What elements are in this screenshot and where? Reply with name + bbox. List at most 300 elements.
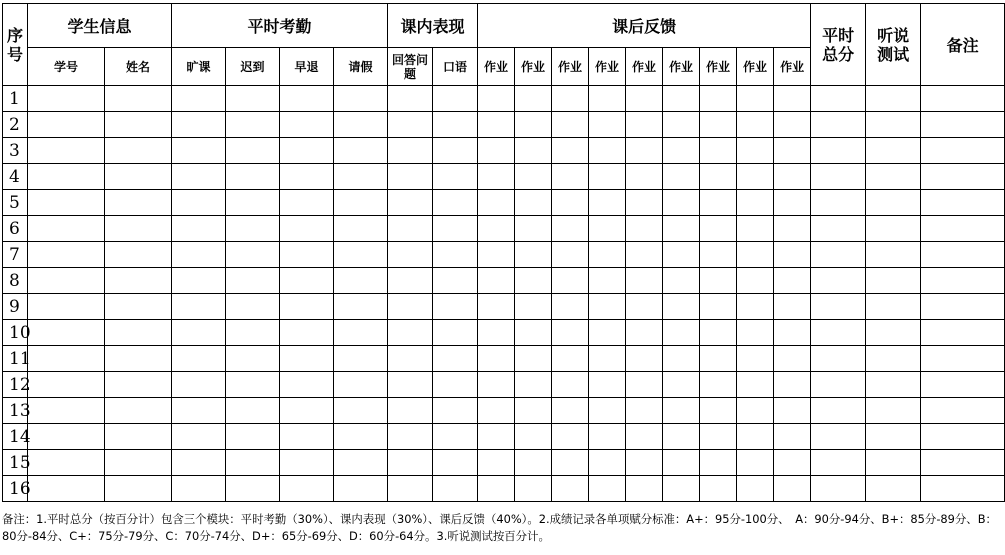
table-cell[interactable]	[552, 190, 589, 216]
table-cell[interactable]	[226, 320, 280, 346]
table-cell[interactable]	[172, 320, 226, 346]
table-cell[interactable]	[226, 476, 280, 502]
table-cell[interactable]	[388, 398, 433, 424]
table-cell[interactable]	[737, 398, 774, 424]
table-cell[interactable]	[700, 294, 737, 320]
table-cell[interactable]	[921, 86, 1005, 112]
table-cell[interactable]	[811, 86, 866, 112]
table-cell[interactable]	[280, 294, 334, 320]
table-cell[interactable]	[626, 112, 663, 138]
table-cell[interactable]	[700, 242, 737, 268]
table-cell[interactable]	[28, 268, 105, 294]
table-cell[interactable]	[866, 86, 921, 112]
table-cell[interactable]	[334, 86, 388, 112]
table-cell[interactable]	[774, 424, 811, 450]
table-cell[interactable]	[552, 268, 589, 294]
table-cell[interactable]	[589, 346, 626, 372]
table-cell[interactable]	[478, 398, 515, 424]
table-cell[interactable]	[226, 424, 280, 450]
table-cell[interactable]	[774, 216, 811, 242]
table-cell[interactable]	[737, 476, 774, 502]
table-cell[interactable]	[811, 216, 866, 242]
table-cell[interactable]	[515, 112, 552, 138]
table-cell[interactable]	[433, 190, 478, 216]
table-cell[interactable]	[280, 424, 334, 450]
table-cell[interactable]	[433, 294, 478, 320]
table-cell[interactable]	[866, 398, 921, 424]
table-cell[interactable]	[774, 450, 811, 476]
table-cell[interactable]	[774, 294, 811, 320]
table-cell[interactable]	[552, 424, 589, 450]
table-cell[interactable]	[589, 476, 626, 502]
table-cell[interactable]	[589, 268, 626, 294]
table-cell[interactable]	[388, 346, 433, 372]
table-cell[interactable]	[28, 476, 105, 502]
table-cell[interactable]	[478, 372, 515, 398]
table-cell[interactable]	[866, 112, 921, 138]
table-cell[interactable]	[433, 424, 478, 450]
table-cell[interactable]	[552, 112, 589, 138]
table-cell[interactable]	[433, 138, 478, 164]
table-cell[interactable]	[105, 242, 172, 268]
table-cell[interactable]	[515, 190, 552, 216]
table-cell[interactable]	[515, 372, 552, 398]
table-cell[interactable]	[700, 424, 737, 450]
table-cell[interactable]	[774, 242, 811, 268]
table-cell[interactable]	[388, 320, 433, 346]
table-cell[interactable]	[811, 476, 866, 502]
table-cell[interactable]	[172, 346, 226, 372]
table-cell[interactable]	[866, 216, 921, 242]
table-cell[interactable]	[515, 294, 552, 320]
table-cell[interactable]	[811, 268, 866, 294]
table-cell[interactable]	[478, 450, 515, 476]
table-cell[interactable]	[172, 268, 226, 294]
table-cell[interactable]	[172, 398, 226, 424]
table-cell[interactable]	[280, 320, 334, 346]
table-cell[interactable]	[515, 320, 552, 346]
table-cell[interactable]	[737, 242, 774, 268]
table-cell[interactable]	[172, 164, 226, 190]
table-cell[interactable]	[737, 268, 774, 294]
table-cell[interactable]	[334, 190, 388, 216]
table-cell[interactable]	[774, 346, 811, 372]
table-cell[interactable]	[105, 424, 172, 450]
table-cell[interactable]	[28, 424, 105, 450]
table-cell[interactable]	[589, 424, 626, 450]
table-cell[interactable]	[388, 138, 433, 164]
table-cell[interactable]	[737, 190, 774, 216]
table-cell[interactable]	[589, 190, 626, 216]
table-cell[interactable]	[28, 320, 105, 346]
table-cell[interactable]	[28, 216, 105, 242]
table-cell[interactable]	[226, 372, 280, 398]
table-cell[interactable]	[433, 86, 478, 112]
table-cell[interactable]	[921, 294, 1005, 320]
table-cell[interactable]	[388, 112, 433, 138]
table-cell[interactable]	[552, 320, 589, 346]
table-cell[interactable]	[433, 164, 478, 190]
table-cell[interactable]	[478, 164, 515, 190]
table-cell[interactable]	[334, 372, 388, 398]
table-cell[interactable]	[921, 164, 1005, 190]
table-cell[interactable]	[663, 476, 700, 502]
table-cell[interactable]	[515, 216, 552, 242]
table-cell[interactable]	[388, 450, 433, 476]
table-cell[interactable]	[433, 320, 478, 346]
table-cell[interactable]	[811, 164, 866, 190]
table-cell[interactable]	[280, 242, 334, 268]
table-cell[interactable]	[226, 138, 280, 164]
table-cell[interactable]	[226, 112, 280, 138]
table-cell[interactable]	[663, 216, 700, 242]
table-cell[interactable]	[737, 372, 774, 398]
table-cell[interactable]	[28, 242, 105, 268]
table-cell[interactable]	[172, 216, 226, 242]
table-cell[interactable]	[433, 372, 478, 398]
table-cell[interactable]	[663, 372, 700, 398]
table-cell[interactable]	[280, 216, 334, 242]
table-cell[interactable]	[552, 138, 589, 164]
table-cell[interactable]	[811, 346, 866, 372]
table-cell[interactable]	[700, 476, 737, 502]
table-cell[interactable]	[774, 86, 811, 112]
table-cell[interactable]	[172, 138, 226, 164]
table-cell[interactable]	[866, 242, 921, 268]
table-cell[interactable]	[737, 320, 774, 346]
table-cell[interactable]	[626, 398, 663, 424]
table-cell[interactable]	[921, 320, 1005, 346]
table-cell[interactable]	[172, 476, 226, 502]
table-cell[interactable]	[105, 476, 172, 502]
table-cell[interactable]	[478, 216, 515, 242]
table-cell[interactable]	[280, 398, 334, 424]
table-cell[interactable]	[334, 346, 388, 372]
table-cell[interactable]	[334, 476, 388, 502]
table-cell[interactable]	[280, 138, 334, 164]
table-cell[interactable]	[172, 242, 226, 268]
table-cell[interactable]	[334, 112, 388, 138]
table-cell[interactable]	[433, 268, 478, 294]
table-cell[interactable]	[774, 320, 811, 346]
table-cell[interactable]	[388, 190, 433, 216]
table-cell[interactable]	[552, 242, 589, 268]
table-cell[interactable]	[105, 112, 172, 138]
table-cell[interactable]	[663, 320, 700, 346]
table-cell[interactable]	[433, 242, 478, 268]
table-cell[interactable]	[552, 372, 589, 398]
table-cell[interactable]	[226, 294, 280, 320]
table-cell[interactable]	[626, 372, 663, 398]
table-cell[interactable]	[811, 320, 866, 346]
table-cell[interactable]	[737, 112, 774, 138]
table-cell[interactable]	[700, 320, 737, 346]
table-cell[interactable]	[280, 372, 334, 398]
table-cell[interactable]	[433, 216, 478, 242]
table-cell[interactable]	[700, 268, 737, 294]
table-cell[interactable]	[105, 86, 172, 112]
table-cell[interactable]	[388, 424, 433, 450]
table-cell[interactable]	[921, 242, 1005, 268]
table-cell[interactable]	[552, 476, 589, 502]
table-cell[interactable]	[552, 450, 589, 476]
table-cell[interactable]	[105, 450, 172, 476]
table-cell[interactable]	[663, 398, 700, 424]
table-cell[interactable]	[774, 112, 811, 138]
table-cell[interactable]	[589, 450, 626, 476]
table-cell[interactable]	[552, 216, 589, 242]
table-cell[interactable]	[700, 216, 737, 242]
table-cell[interactable]	[626, 294, 663, 320]
table-cell[interactable]	[663, 346, 700, 372]
table-cell[interactable]	[28, 164, 105, 190]
table-cell[interactable]	[700, 346, 737, 372]
table-cell[interactable]	[866, 268, 921, 294]
table-cell[interactable]	[626, 138, 663, 164]
table-cell[interactable]	[28, 398, 105, 424]
table-cell[interactable]	[280, 190, 334, 216]
table-cell[interactable]	[811, 242, 866, 268]
table-cell[interactable]	[589, 86, 626, 112]
table-cell[interactable]	[626, 242, 663, 268]
table-cell[interactable]	[663, 112, 700, 138]
table-cell[interactable]	[774, 398, 811, 424]
table-cell[interactable]	[28, 294, 105, 320]
table-cell[interactable]	[433, 346, 478, 372]
table-cell[interactable]	[388, 294, 433, 320]
table-cell[interactable]	[626, 424, 663, 450]
table-cell[interactable]	[105, 216, 172, 242]
table-cell[interactable]	[663, 190, 700, 216]
table-cell[interactable]	[478, 112, 515, 138]
table-cell[interactable]	[626, 268, 663, 294]
table-cell[interactable]	[774, 476, 811, 502]
table-cell[interactable]	[28, 346, 105, 372]
table-cell[interactable]	[626, 476, 663, 502]
table-cell[interactable]	[552, 86, 589, 112]
table-cell[interactable]	[626, 164, 663, 190]
table-cell[interactable]	[866, 320, 921, 346]
table-cell[interactable]	[921, 268, 1005, 294]
table-cell[interactable]	[280, 450, 334, 476]
table-cell[interactable]	[388, 476, 433, 502]
table-cell[interactable]	[334, 216, 388, 242]
table-cell[interactable]	[388, 242, 433, 268]
table-cell[interactable]	[552, 164, 589, 190]
table-cell[interactable]	[515, 424, 552, 450]
table-cell[interactable]	[280, 346, 334, 372]
table-cell[interactable]	[105, 372, 172, 398]
table-cell[interactable]	[478, 86, 515, 112]
table-cell[interactable]	[700, 372, 737, 398]
table-cell[interactable]	[589, 372, 626, 398]
table-cell[interactable]	[334, 164, 388, 190]
table-cell[interactable]	[921, 112, 1005, 138]
table-cell[interactable]	[774, 190, 811, 216]
table-cell[interactable]	[663, 138, 700, 164]
table-cell[interactable]	[226, 164, 280, 190]
table-cell[interactable]	[921, 476, 1005, 502]
table-cell[interactable]	[866, 450, 921, 476]
table-cell[interactable]	[700, 190, 737, 216]
table-cell[interactable]	[866, 164, 921, 190]
table-cell[interactable]	[663, 294, 700, 320]
table-cell[interactable]	[700, 398, 737, 424]
table-cell[interactable]	[515, 476, 552, 502]
table-cell[interactable]	[226, 216, 280, 242]
table-cell[interactable]	[478, 476, 515, 502]
table-cell[interactable]	[515, 138, 552, 164]
table-cell[interactable]	[334, 242, 388, 268]
table-cell[interactable]	[478, 190, 515, 216]
table-cell[interactable]	[334, 268, 388, 294]
table-cell[interactable]	[811, 138, 866, 164]
table-cell[interactable]	[737, 164, 774, 190]
table-cell[interactable]	[774, 372, 811, 398]
table-cell[interactable]	[774, 138, 811, 164]
table-cell[interactable]	[105, 164, 172, 190]
table-cell[interactable]	[28, 86, 105, 112]
table-cell[interactable]	[737, 86, 774, 112]
table-cell[interactable]	[105, 268, 172, 294]
table-cell[interactable]	[589, 138, 626, 164]
table-cell[interactable]	[226, 190, 280, 216]
table-cell[interactable]	[515, 242, 552, 268]
table-cell[interactable]	[626, 450, 663, 476]
table-cell[interactable]	[626, 346, 663, 372]
table-cell[interactable]	[626, 216, 663, 242]
table-cell[interactable]	[866, 424, 921, 450]
table-cell[interactable]	[226, 346, 280, 372]
table-cell[interactable]	[626, 86, 663, 112]
table-cell[interactable]	[663, 424, 700, 450]
table-cell[interactable]	[515, 268, 552, 294]
table-cell[interactable]	[433, 476, 478, 502]
table-cell[interactable]	[589, 112, 626, 138]
table-cell[interactable]	[515, 164, 552, 190]
table-cell[interactable]	[478, 294, 515, 320]
table-cell[interactable]	[515, 398, 552, 424]
table-cell[interactable]	[774, 268, 811, 294]
table-cell[interactable]	[388, 164, 433, 190]
table-cell[interactable]	[105, 138, 172, 164]
table-cell[interactable]	[433, 450, 478, 476]
table-cell[interactable]	[866, 476, 921, 502]
table-cell[interactable]	[172, 450, 226, 476]
table-cell[interactable]	[866, 190, 921, 216]
table-cell[interactable]	[663, 164, 700, 190]
table-cell[interactable]	[663, 86, 700, 112]
table-cell[interactable]	[334, 398, 388, 424]
table-cell[interactable]	[515, 86, 552, 112]
table-cell[interactable]	[737, 216, 774, 242]
table-cell[interactable]	[921, 424, 1005, 450]
table-cell[interactable]	[334, 424, 388, 450]
table-cell[interactable]	[478, 138, 515, 164]
table-cell[interactable]	[226, 242, 280, 268]
table-cell[interactable]	[626, 190, 663, 216]
table-cell[interactable]	[28, 450, 105, 476]
table-cell[interactable]	[626, 320, 663, 346]
table-cell[interactable]	[774, 164, 811, 190]
table-cell[interactable]	[478, 346, 515, 372]
table-cell[interactable]	[921, 138, 1005, 164]
table-cell[interactable]	[105, 294, 172, 320]
table-cell[interactable]	[737, 294, 774, 320]
table-cell[interactable]	[663, 242, 700, 268]
table-cell[interactable]	[589, 320, 626, 346]
table-cell[interactable]	[172, 424, 226, 450]
table-cell[interactable]	[737, 424, 774, 450]
table-cell[interactable]	[172, 86, 226, 112]
table-cell[interactable]	[28, 190, 105, 216]
table-cell[interactable]	[737, 450, 774, 476]
table-cell[interactable]	[172, 190, 226, 216]
table-cell[interactable]	[280, 268, 334, 294]
table-cell[interactable]	[433, 112, 478, 138]
table-cell[interactable]	[280, 112, 334, 138]
table-cell[interactable]	[105, 346, 172, 372]
table-cell[interactable]	[737, 346, 774, 372]
table-cell[interactable]	[478, 268, 515, 294]
table-cell[interactable]	[811, 424, 866, 450]
table-cell[interactable]	[478, 424, 515, 450]
table-cell[interactable]	[811, 190, 866, 216]
table-cell[interactable]	[105, 190, 172, 216]
table-cell[interactable]	[866, 346, 921, 372]
table-cell[interactable]	[388, 216, 433, 242]
table-cell[interactable]	[552, 346, 589, 372]
table-cell[interactable]	[700, 112, 737, 138]
table-cell[interactable]	[172, 112, 226, 138]
table-cell[interactable]	[737, 138, 774, 164]
table-cell[interactable]	[515, 346, 552, 372]
table-cell[interactable]	[334, 450, 388, 476]
table-cell[interactable]	[388, 268, 433, 294]
table-cell[interactable]	[663, 450, 700, 476]
table-cell[interactable]	[811, 294, 866, 320]
table-cell[interactable]	[226, 268, 280, 294]
table-cell[interactable]	[334, 294, 388, 320]
table-cell[interactable]	[478, 242, 515, 268]
table-cell[interactable]	[172, 294, 226, 320]
table-cell[interactable]	[700, 450, 737, 476]
table-cell[interactable]	[589, 398, 626, 424]
table-cell[interactable]	[388, 372, 433, 398]
table-cell[interactable]	[921, 450, 1005, 476]
table-cell[interactable]	[552, 294, 589, 320]
table-cell[interactable]	[811, 398, 866, 424]
table-cell[interactable]	[280, 164, 334, 190]
table-cell[interactable]	[811, 112, 866, 138]
table-cell[interactable]	[921, 346, 1005, 372]
table-cell[interactable]	[105, 398, 172, 424]
table-cell[interactable]	[866, 372, 921, 398]
table-cell[interactable]	[226, 450, 280, 476]
table-cell[interactable]	[280, 86, 334, 112]
table-cell[interactable]	[811, 450, 866, 476]
table-cell[interactable]	[28, 372, 105, 398]
table-cell[interactable]	[172, 372, 226, 398]
table-cell[interactable]	[388, 86, 433, 112]
table-cell[interactable]	[552, 398, 589, 424]
table-cell[interactable]	[589, 294, 626, 320]
table-cell[interactable]	[866, 138, 921, 164]
table-cell[interactable]	[589, 242, 626, 268]
table-cell[interactable]	[663, 268, 700, 294]
table-cell[interactable]	[811, 372, 866, 398]
table-cell[interactable]	[921, 216, 1005, 242]
